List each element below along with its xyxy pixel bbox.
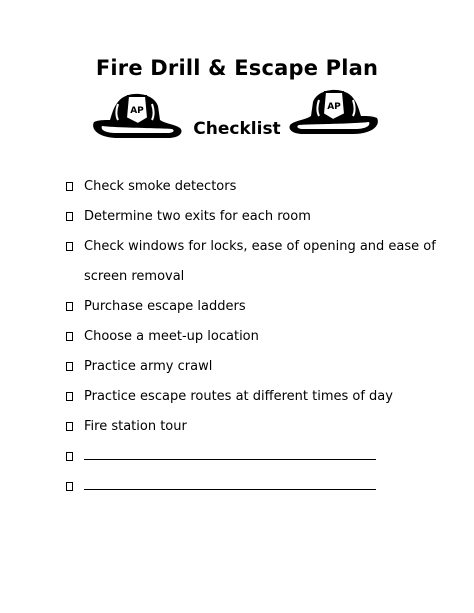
helmet-badge-text: AP	[130, 106, 144, 116]
checklist-item	[66, 322, 456, 352]
checklist-item	[66, 202, 456, 232]
blank-entry-line[interactable]	[84, 459, 376, 460]
checklist-item-label: Check windows for locks, ease of opening and ease of screen removal	[84, 239, 436, 284]
checklist-item	[66, 232, 456, 292]
checklist-item-label: Fire station tour	[84, 419, 187, 434]
checkbox-icon[interactable]	[66, 482, 73, 491]
checklist-item	[66, 172, 456, 202]
checklist-item-label: Practice escape routes at different times of day	[84, 389, 393, 404]
checkbox-icon[interactable]	[66, 302, 73, 311]
checkbox-icon[interactable]	[66, 392, 73, 401]
checklist-item-label: Purchase escape ladders	[84, 299, 246, 314]
checklist-item-label: Check smoke detectors	[84, 179, 237, 194]
checklist-item-label: Determine two exits for each room	[84, 209, 311, 224]
document-title: Fire Drill & Escape Plan	[95, 56, 379, 80]
checklist-item	[66, 412, 456, 442]
checkbox-icon[interactable]	[66, 362, 73, 371]
checklist-blank-item	[66, 472, 456, 502]
checkbox-icon[interactable]	[66, 182, 73, 191]
checkbox-icon[interactable]	[66, 422, 73, 431]
checklist	[66, 172, 456, 502]
helmet-badge-text: AP	[327, 102, 341, 112]
checklist-item	[66, 352, 456, 382]
blank-entry-line[interactable]	[84, 489, 376, 490]
checklist-item	[66, 292, 456, 322]
checklist-blank-item	[66, 442, 456, 472]
checkbox-icon[interactable]	[66, 242, 73, 251]
checkbox-icon[interactable]	[66, 212, 73, 221]
checkbox-icon[interactable]	[66, 332, 73, 341]
checkbox-icon[interactable]	[66, 452, 73, 461]
checklist-item	[66, 382, 456, 412]
checklist-item-label: Practice army crawl	[84, 359, 213, 374]
checklist-item-label: Choose a meet-up location	[84, 329, 259, 344]
checklist-heading: Checklist	[193, 119, 281, 139]
